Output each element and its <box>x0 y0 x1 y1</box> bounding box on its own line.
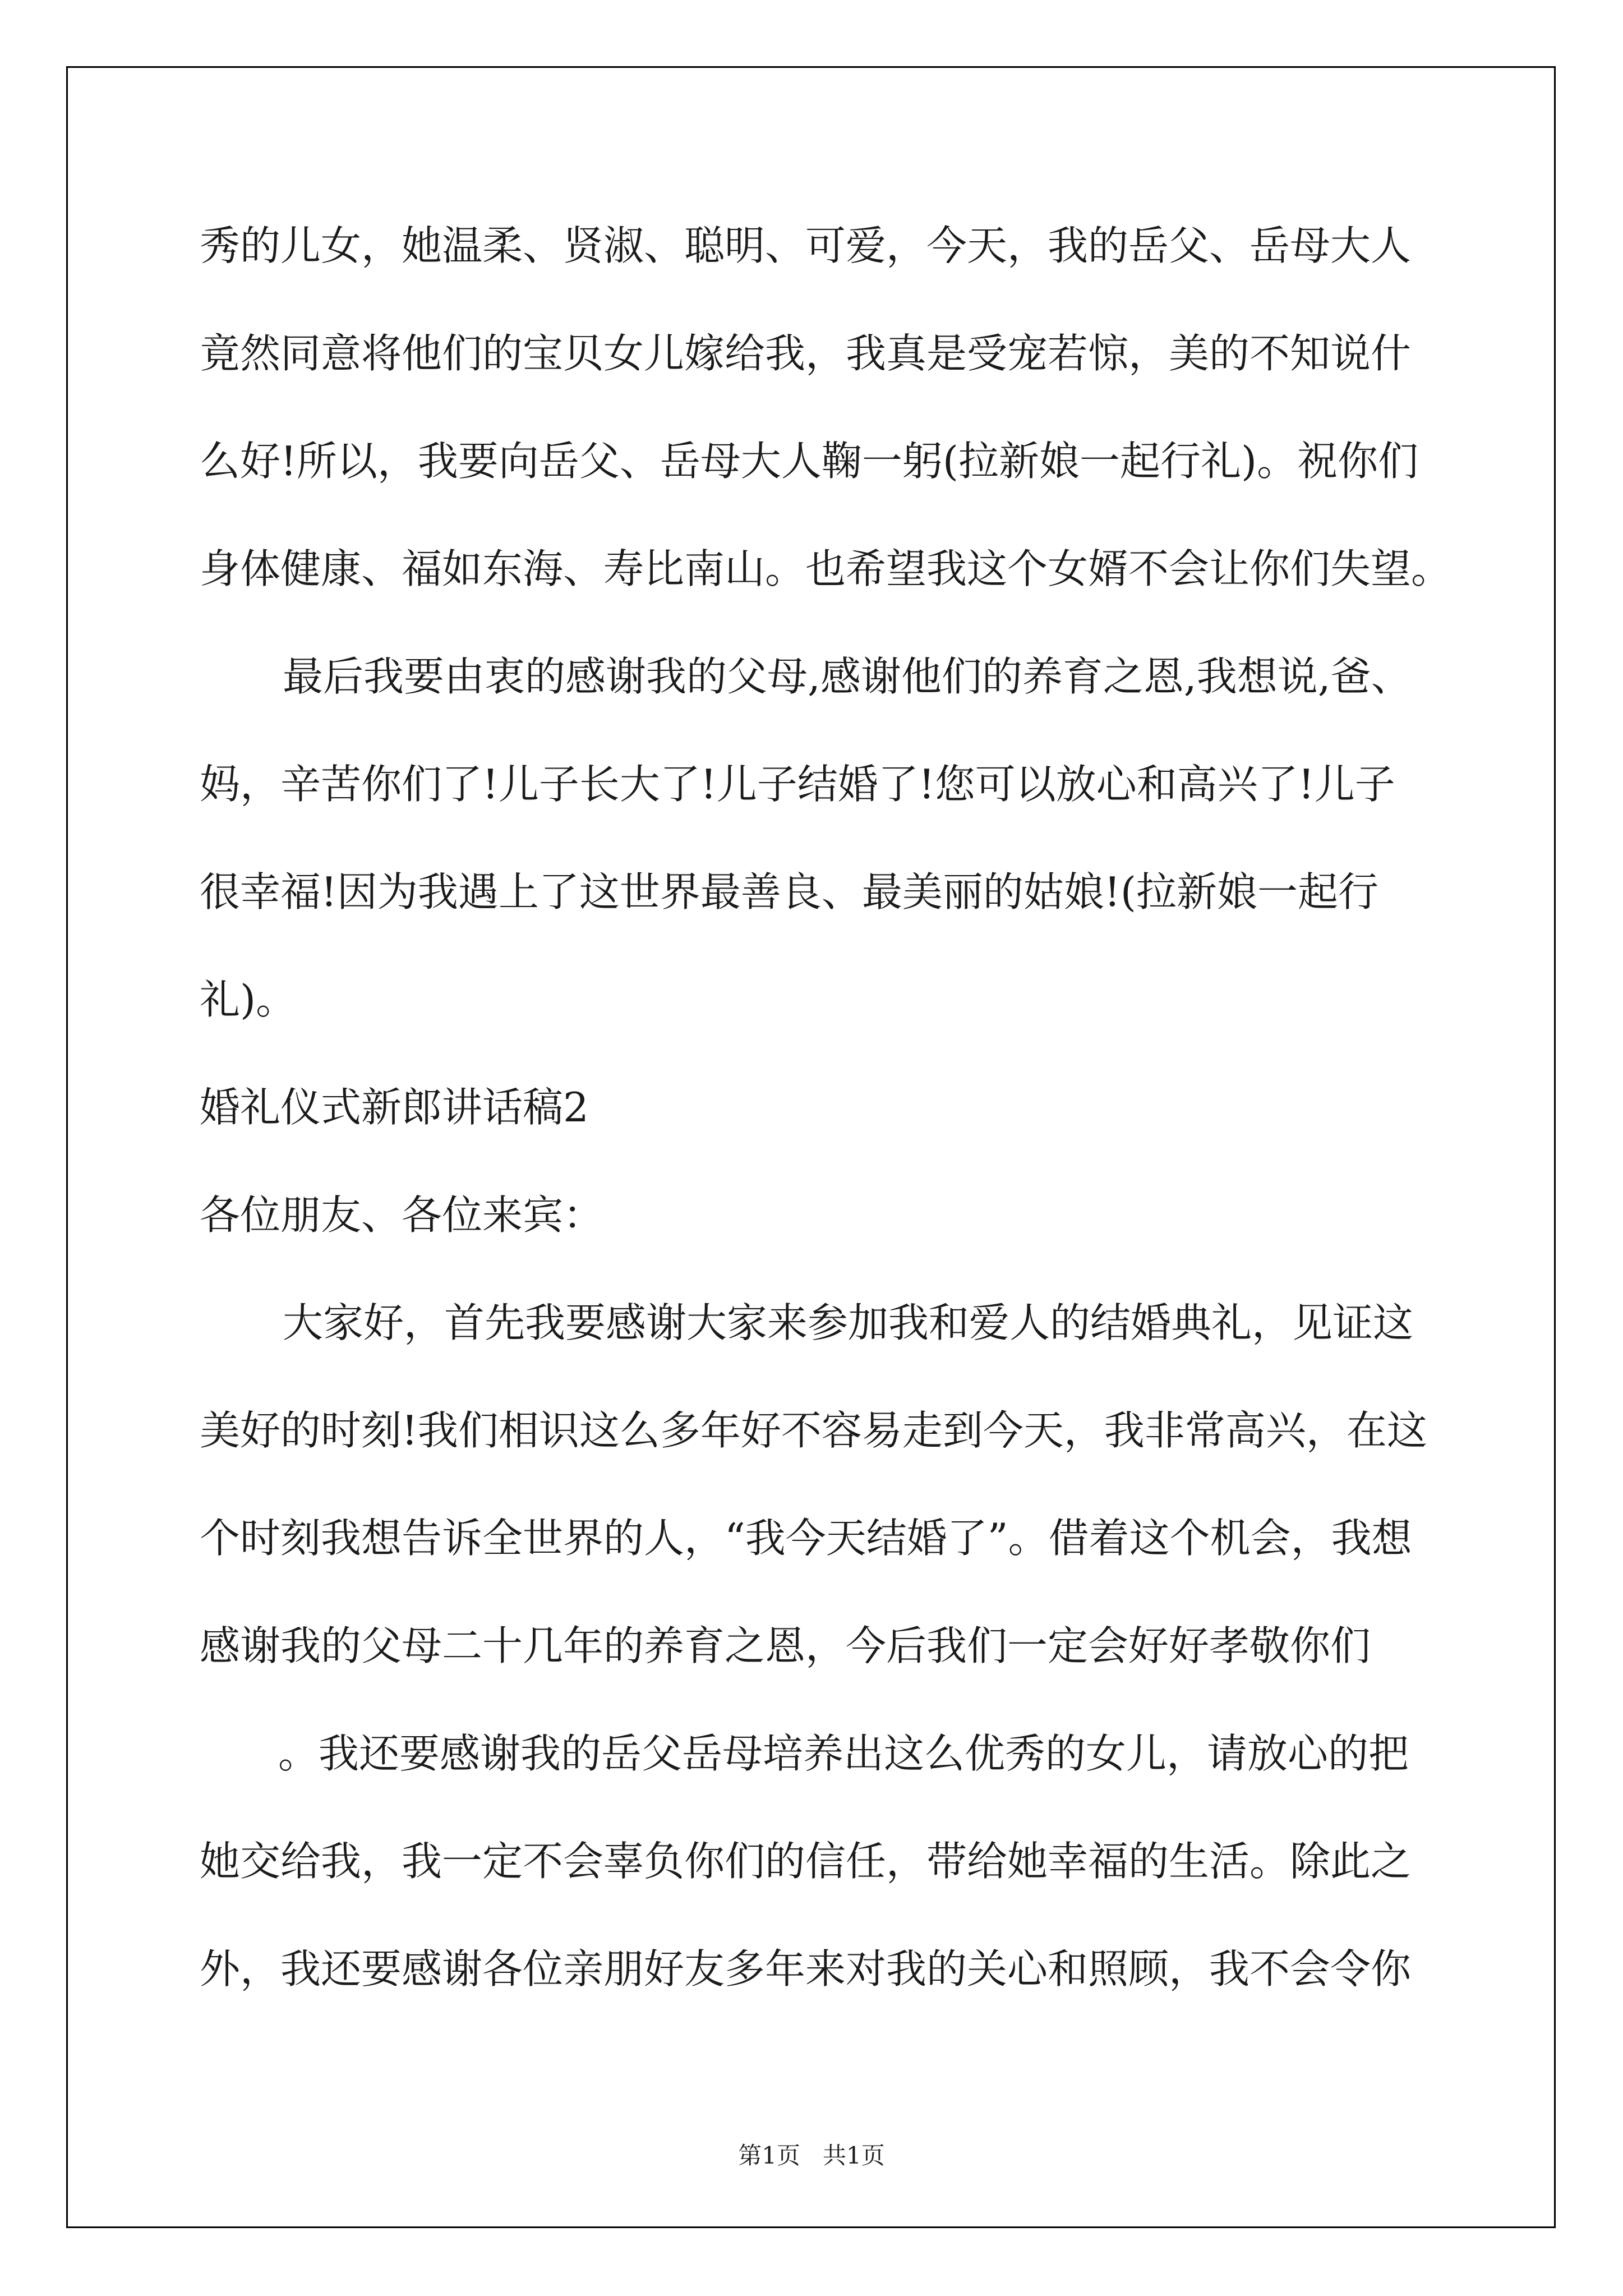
text-line: 很幸福!因为我遇上了这世界最善良、最美丽的姑娘!(拉新娘一起行 <box>200 868 1378 915</box>
text-line: 秀的儿女，她温柔、贤淑、聪明、可爱，今天，我的岳父、岳母大人 <box>200 222 1412 269</box>
text-line: 外，我还要感谢各位亲朋好友多年来对我的关心和照顾，我不会令你 <box>200 1945 1412 1993</box>
text-line: 妈，辛苦你们了!儿子长大了!儿子结婚了!您可以放心和高兴了!儿子 <box>200 761 1395 808</box>
text-line: 竟然同意将他们的宝贝女儿嫁给我，我真是受宠若惊，美的不知说什 <box>200 330 1412 377</box>
section-heading: 婚礼仪式新郎讲话稿2 <box>200 1084 589 1131</box>
page-number-footer: 第1页 共1页 <box>738 2142 885 2169</box>
text-line: 个时刻我想告诉全世界的人，“我今天结婚了”。借着这个机会，我想 <box>200 1515 1412 1562</box>
text-line: 她交给我，我一定不会辜负你们的信任，带给她幸福的生活。除此之 <box>200 1838 1412 1885</box>
text-line: 么好!所以，我要向岳父、岳母大人鞠一躬(拉新娘一起行礼)。祝你们 <box>200 438 1419 485</box>
text-line: 美好的时刻!我们相识这么多年好不容易走到今天，我非常高兴，在这 <box>200 1407 1427 1454</box>
salutation: 各位朋友、各位来宾： <box>200 1191 604 1239</box>
text-line: 身体健康、福如东海、寿比南山。也希望我这个女婿不会让你们失望。 <box>200 545 1452 592</box>
text-line: 礼)。 <box>200 976 297 1023</box>
paragraph-first-line: 最后我要由衷的感谢我的父母,感谢他们的养育之恩,我想说,爸、 <box>283 653 1412 700</box>
paragraph-first-line: 。我还要感谢我的岳父岳母培养出这么优秀的女儿，请放心的把 <box>278 1730 1409 1777</box>
page-border <box>66 66 1556 2228</box>
paragraph-first-line: 大家好，首先我要感谢大家来参加我和爱人的结婚典礼，见证这 <box>283 1299 1414 1346</box>
text-line: 感谢我的父母二十几年的养育之恩，今后我们一定会好好孝敬你们 <box>200 1622 1371 1669</box>
